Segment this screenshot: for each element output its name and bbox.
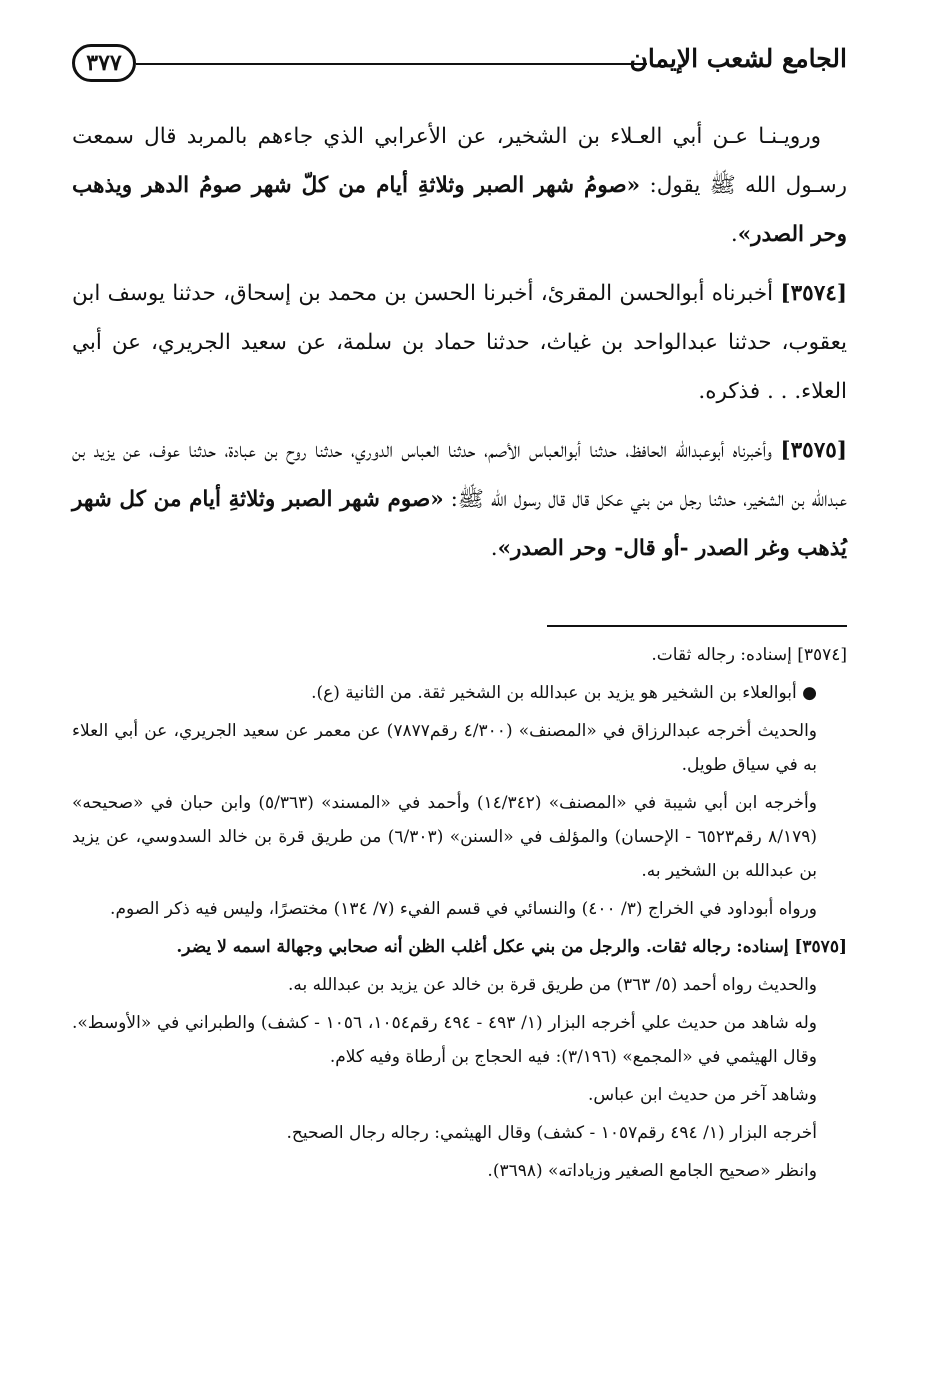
footnote-line: أخرجه البزار (١/ ٤٩٤ رقم١٠٥٧ - كشف) وقال الهيثمي: رجاله رجال الصحيح.: [286, 1123, 817, 1143]
paragraph-text: ورويـنـا عـن أبي العـلاء بن الشخير، عن الأعرابي الذي جاءهم بالمربد قال سمعت رسـول الله ﷺ يقول:: [72, 124, 847, 198]
paragraph-end: .: [490, 536, 498, 561]
book-title: الجامع لشعب الإيمان: [629, 44, 847, 73]
main-text: [72, 112, 847, 583]
hadith-number: [٣٥٧٤]: [780, 281, 847, 306]
paragraph-text: وأخبرناه أبوعبدالله الحافظ، حدثنا أبوالعباس الأصم، حدثنا العباس الدوري، حدثنا روح بن عبادة، حدثنا عوف، عن يزيد بن عبدالله بن الشخير، حدثنا رجل من بني عكل قال قال رسول الله ﷺ:: [72, 438, 848, 512]
footnote-line: والحديث رواه أحمد (٥/ ٣٦٣) من طريق قرة بن خالد عن يزيد بن عبدالله به.: [287, 975, 817, 995]
hadith-number: [٣٥٧٥]: [780, 438, 847, 463]
paragraph-3575: [72, 426, 847, 573]
footnote-line: وشاهد آخر من حديث ابن عباس.: [587, 1085, 817, 1105]
footnote-line: ورواه أبوداود في الخراج (٣/ ٤٠٠) والنسائي في قسم الفيء (٧/ ١٣٤) مختصرًا، وليس فيه ذكر الصوم.: [110, 899, 817, 919]
footnote-line: وانظر «صحيح الجامع الصغير وزياداته» (٣٦٩٨).: [487, 1161, 817, 1181]
paragraph-end: .: [730, 222, 738, 247]
hadith-quote: «صوم شهر الصبر وثلاثةِ أيام من كل شهر يُذهب وغر الصدر -أو قال- وحر الصدر»: [72, 487, 847, 561]
footnote-head-3575: [٣٥٧٥] إسناده: رجاله ثقات. والرجل من بني عكل أغلب الظن أنه صحابي وجهالة اسمه لا يضر.: [176, 937, 847, 957]
footnote-line: وله شاهد من حديث علي أخرجه البزار (١/ ٤٩٣ - ٤٩٤ رقم١٠٥٤، ١٠٥٦ - كشف) والطبراني في «الأوسط». وقال الهيثمي في «المجمع» (٣/١٩٦): فيه الحجاج بن أرطاة وفيه كلام.: [72, 1013, 817, 1067]
paragraph-intro: [72, 112, 847, 259]
footnote-head-3574: [٣٥٧٤] إسناده: رجاله ثقات.: [651, 645, 847, 665]
page-header: [72, 38, 847, 90]
hadith-quote: «صومُ شهر الصبر وثلاثةِ أيام من كلّ شهر صومُ الدهر ويذهب وحر الصدر»: [72, 173, 847, 247]
footnote-divider: [547, 625, 847, 627]
footnote-line: ● أبوالعلاء بن الشخير هو يزيد بن عبدالله بن الشخير ثقة. من الثانية (ع).: [311, 683, 817, 703]
footnote-line: والحديث أخرجه عبدالرزاق في «المصنف» (٤/٣٠٠ رقم٧٨٧٧) عن معمر عن سعيد الجريري، عن أبي العلاء به في سياق طويل.: [72, 721, 817, 775]
footnote-line: وأخرجه ابن أبي شيبة في «المصنف» (١٤/٣٤٢) وأحمد في «المسند» (٥/٣٦٣) وابن حبان في «صحيحه» (٨/١٧٩ رقم٦٥٢٣ - الإحسان) والمؤلف في «السنن» (٦/٣٠٣) من طريق قرة بن خالد السدوسي، عن يزيد بن عبدالله بن الشخير به.: [72, 793, 817, 881]
page-number: ٣٧٧: [72, 44, 136, 82]
header-rule: [136, 63, 647, 65]
paragraph-3574: [72, 269, 847, 416]
paragraph-text: أخبرناه أبوالحسن المقرئ، أخبرنا الحسن بن محمد بن إسحاق، حدثنا يوسف ابن يعقوب، حدثنا عبدالواحد بن غياث، حدثنا حماد بن سلمة، عن سعيد الجريري، عن أبي العلاء. . . فذكره.: [72, 281, 847, 404]
footnotes: [72, 638, 847, 1192]
